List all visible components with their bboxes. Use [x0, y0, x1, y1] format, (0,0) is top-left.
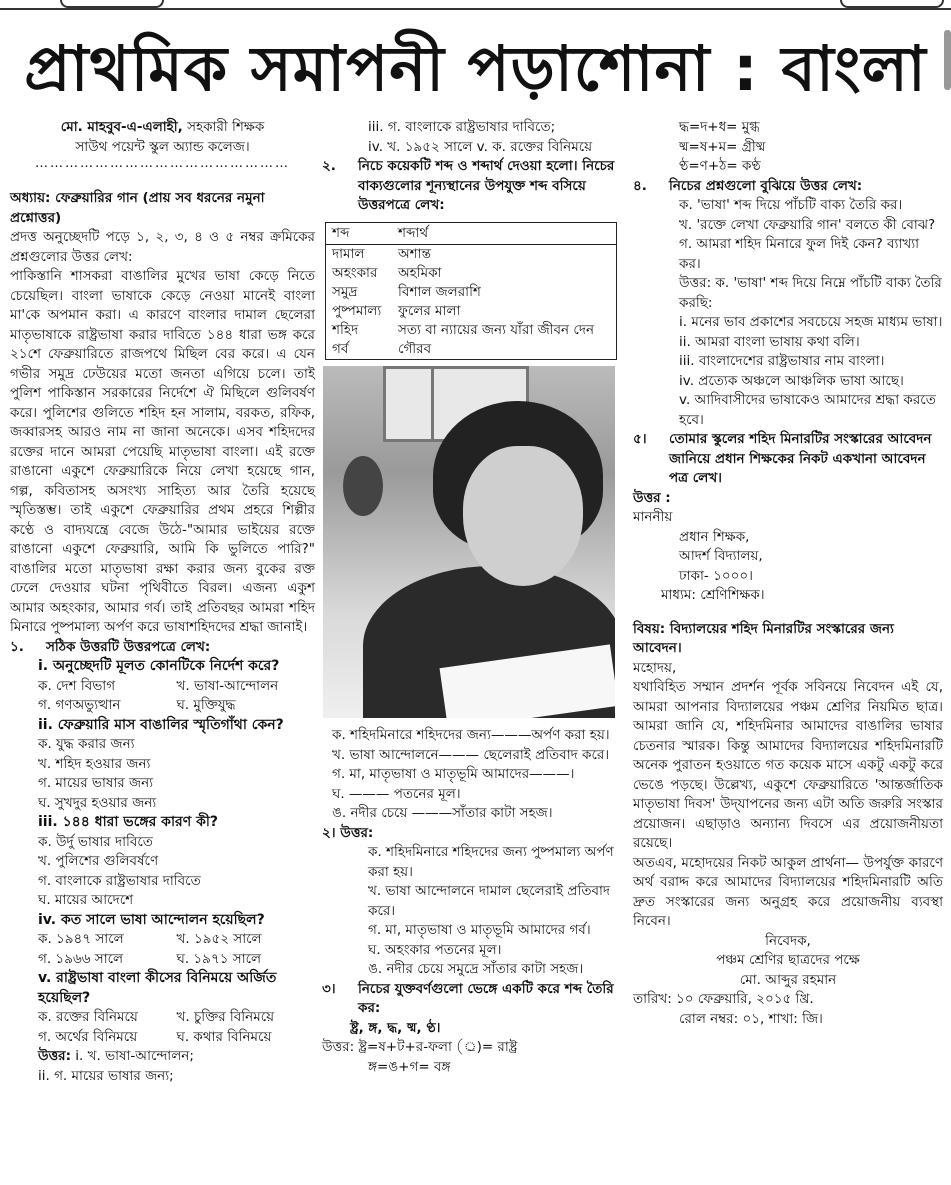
option-row [10, 930, 315, 950]
answer-text: ষ্ম=ষ+ম= গ্রীষ্ম [679, 138, 766, 155]
question-title: নিচে কয়েকটি শব্দ ও শব্দার্থ দেওয়া হলো। নিচের বাক্যগুলোর শূন্যস্থানের উপযুক্ত শব্দ বসিয়ে উত্তরপত্রে লেখ: [358, 158, 615, 213]
option: গ. ১৯৬৬ সালে [38, 950, 124, 967]
conjunct-letters: ষ্ট্র, ঙ্গ, দ্ধ, ষ্ম, ণ্ঠ। [350, 1019, 441, 1036]
question-3 [322, 980, 622, 1019]
table-cell: ফুলের মালা [397, 303, 461, 319]
address-line: আদর্শ বিদ্যালয়, [679, 548, 763, 564]
blank-item: ঙ. নদীর চেয়ে ———সাঁতার কাটা সহজ। [332, 805, 553, 821]
option: গ. মায়ের ভাষার জন্য [38, 775, 154, 791]
sub-question: খ. 'রক্তে লেখা ফেব্রুয়ারি গান' বলতে কী বোঝ? [679, 216, 936, 233]
question-title: তোমার স্কুলের শহিদ মিনারটির সংস্কারের আবেদন জানিয়ে প্রধান শিক্ষকের নিকট একখানা আবেদন পত্র লেখ। [669, 431, 932, 486]
answer-text: iii. বাংলাদেশের রাষ্ট্রভাষার নাম বাংলা। [679, 353, 885, 369]
word-meaning-table [325, 222, 617, 361]
table-cell: শহিদ [332, 322, 359, 338]
table-cell: দামাল [332, 246, 365, 262]
letter-via: মাধ্যম: শ্রেণিশিক্ষক। [661, 587, 765, 603]
answer-text: ণ্ঠ=ণ+ঠ= কণ্ঠ [679, 158, 761, 174]
answer-text: iii. গ. বাংলাকে রাষ্ট্রভাষার দাবিতে; [368, 119, 556, 135]
answer-text: i. মনের ভাব প্রকাশের সবচেয়ে সহজ মাধ্যম ভাষা। [679, 314, 943, 330]
table-row [326, 264, 617, 283]
author-school: সাউথ পয়েন্ট স্কুল অ্যান্ড কলেজ। [75, 138, 250, 155]
answer-text: ঘ. অহংকার পতনের মূল। [368, 941, 502, 958]
option: খ. চুক্তির বিনিময়ে [176, 1009, 275, 1025]
option-row [10, 677, 315, 697]
author-designation: সহকারী শিক্ষক [187, 119, 265, 135]
letter-signoff: পঞ্চম শ্রেণির ছাত্রদের পক্ষে [716, 952, 860, 968]
table-row [326, 302, 617, 321]
option: খ. ১৯৫২ সালে [176, 931, 262, 947]
option: ক. রক্তের বিনিময়ে [38, 1009, 138, 1025]
answer-text: উত্তর: ষ্ট্র=ষ+ট+র-ফলা (্র)= রাষ্ট্র [322, 1039, 518, 1055]
letter-subject: বিষয়: বিদ্যালয়ের শহিদ মিনারটির সংস্কারের জন্য আবেদন। [633, 620, 894, 656]
sub-question: ক. 'ভাষা' শব্দ দিয়ে পাঁচটি বাক্য তৈরি কর। [679, 197, 903, 213]
answer-text: খ. ভাষা আন্দোলনে দামাল ছেলেরাই প্রতিবাদ করে। [368, 883, 610, 919]
option: গ. অর্থের বিনিময়ে [38, 1028, 138, 1045]
option: ক. যুদ্ধ করার জন্য [38, 736, 135, 752]
option-row [10, 696, 315, 716]
option-row [10, 950, 315, 970]
blank-item: গ. মা, মাতৃভাষা ও মাতৃভূমি আমাদের———। [332, 766, 575, 782]
table-cell: গর্ব [332, 341, 349, 357]
divider-dots: …………………………………………… [35, 156, 290, 171]
address-line: প্রধান শিক্ষক, [679, 528, 750, 545]
option-row [10, 1008, 315, 1028]
answer-text: ঙ্গ=ঙ+গ= বঙ্গ [368, 1058, 451, 1075]
mcq-question: ii. ফেব্রুয়ারি মাস বাঙালির স্মৃতিগাঁথা কেন? [38, 716, 284, 733]
column-header: শব্দ [326, 222, 392, 245]
option: ঘ. সুখদুর হওয়ার জন্য [38, 794, 157, 811]
table-cell: অহংকার [332, 265, 378, 281]
option: ক. ১৯৪৭ সালে [38, 931, 124, 947]
table-row [326, 283, 617, 302]
column-1 [10, 118, 315, 1086]
face [463, 446, 583, 586]
top-decoration [840, 0, 944, 8]
sub-question: গ. আমরা শহিদ মিনারে ফুল দিই কেন? ব্যাখ্যা কর। [679, 236, 920, 272]
sender-name: মো. আব্দুর রহমান [739, 971, 837, 988]
answer-intro: উত্তর: ক. 'ভাষা' শব্দ দিয়ে নিম্নে পাঁচটি বাক্য তৈরি করছি: [679, 275, 942, 311]
question-title: নিচের প্রশ্নগুলো বুঝিয়ে উত্তর লেখ: [669, 177, 863, 194]
table-cell: পুষ্পমাল্য [332, 303, 382, 319]
mcq-question: v. রাষ্ট্রভাষা বাংলা কীসের বিনিময়ে অর্জিত হয়েছিল? [38, 970, 277, 1006]
table-header [326, 222, 617, 245]
table-cell: অহমিকা [397, 265, 442, 281]
answer-text: iv. প্রত্যেক অঞ্চলে আঞ্চলিক ভাষা আছে। [679, 372, 904, 389]
letter-body: অতএব, মহোদয়ের নিকট আকুল প্রার্থনা— উপর্যুক্ত কারণে অর্থ বরাদ্দ করে আমাদের বিদ্যালয়ের শহিদমিনারটি অতি দ্রুত সংস্কারের জন্য অনুগ্রহ করে প্রয়োজনীয় ব্যবস্থা নিবেন। [633, 854, 943, 929]
question-number: ১. [10, 638, 24, 655]
passage: পাকিস্তানি শাসকরা বাঙালির মুখের ভাষা কেড়ে নিতে চেয়েছিল। বাংলা ভাষাকে কেড়ে নেওয়া মানেই বাংলা মা'কে অপমান করা। এ কারণে বাংলার দামাল ছেলেরা মাতৃভাষাকে রাষ্ট্রভাষা করার দাবিতে ১৪৪ ধারা ভঙ্গ করে ২১শে ফেব্রুয়ারিতে রাজপথে মিছিল বের করে। এ যেন গভীর সমুদ্র ঢেউয়ের মতো জনতা এগিয়ে চলে। তাই পুলিশ পাকিস্তান সরকারের নির্দেশে ঐ মিছিলে গুলিবর্ষণ করে। পুলিশের গুলিতে শহিদ হন সালাম, বরকত, রফিক, জব্বারসহ আরও নাম না জানা অনেকে। এসব শহিদদের রক্তের দানে আমরা পেয়েছি মাতৃভাষা বাংলা। এই রক্তে রাঙানো একুশে ফেব্রুয়ারিকে নিয়ে লেখা হয়েছে গান, গল্প, কবিতাসহ অসংখ্য সাহিত্য আর তৈরি হয়েছে স্মৃতিস্তম্ভ। তাই একুশে ফেব্রুয়ারির প্রথম প্রহরে শিল্পীর কণ্ঠে ও বাদ্যযন্ত্রে বেজে উঠে-"আমার ভাইয়ের রক্তে রাঙানো একুশে ফেব্রুয়ারি, আমি কি ভুলিতে পারি?" বাঙালির মতো মাতৃভাষা রক্ষা করার জন্য বুকের রক্ত ঢেলে দেওয়ার ঘটনা পৃথিবীতে বিরল। এজন্য একুশ আমার অহংকার, আমার গর্ব। তাই প্রতিবছর আমরা শহিদ মিনারে পুষ্পমাল্য অর্পণ করে ভাষাশহিদদের শ্রদ্ধা জানাই। [10, 268, 315, 635]
roll-number: রোল নম্বর: ০১, শাখা: জি। [679, 1010, 823, 1027]
question-4 [633, 177, 943, 197]
answer-text: দ্ধ=দ+ধ= মুগ্ধ [679, 119, 760, 135]
answer-label: উত্তর: [38, 1048, 71, 1064]
chapter-title: অধ্যায়: ফেব্রুয়ারির গান (প্রায় সব ধরনের নমুনা প্রশ্নোত্তর) [10, 190, 265, 226]
question-5 [633, 430, 943, 489]
letter-closing: নিবেদক, [765, 932, 811, 949]
address-line: ঢাকা- ১০০০। [679, 567, 753, 584]
option: ক. উর্দু ভাষার দাবিতে [38, 833, 153, 850]
blank-item: খ. ভাষা আন্দোলনে——— ছেলেরাই প্রতিবাদ করে। [332, 746, 610, 763]
byline [10, 118, 315, 138]
question-number: ৪. [633, 177, 647, 194]
mcq-question: i. অনুচ্ছেদটি মূলত কোনটিকে নির্দেশ করে? [38, 658, 280, 674]
option: ক. দেশ বিভাগ [38, 677, 116, 694]
option: ঘ. মায়ের আদেশে [38, 892, 134, 908]
page-title: প্রাথমিক সমাপনী পড়াশোনা : বাংলা [24, 32, 927, 105]
question-2 [322, 157, 622, 216]
option-row [10, 1028, 315, 1048]
answer-text: ক. শহিদমিনারে শহিদদের জন্য পুষ্পমাল্য অর্পণ করা হয়। [368, 844, 614, 880]
letter-date: তারিখ: ১০ ফেব্রুয়ারি, ২০১৫ খ্রি. [633, 991, 814, 1007]
top-decoration [60, 0, 164, 8]
letter-body: যথাবিহিত সম্মান প্রদর্শন পূর্বক সবিনয়ে নিবেদন এই যে, আমরা আপনার বিদ্যালয়ের পঞ্চম শ্রেণির নিয়মিত ছাত্র। আমরা জানি যে, শহিদমিনার আমাদের বাঙালির ভাষার চেতনার স্মারক। কিন্তু আমাদের বিদ্যালয়ের শহিদমিনারটি অনেক পুরাতন হওয়াতে গত কয়েক মাসে একটু একটু করে ভেঙে পড়ছে। উল্লেখ্য, একুশে ফেব্রুয়ারিতে 'আন্তর্জাতিক মাতৃভাষা দিবস' উদ্‌যাপনের জন্য এটা অতি জরুরি সংস্কার প্রয়োজন। এছাড়াও অন্যান্য দিবসে এর প্রয়োজনীয়তা রয়েছে। [633, 679, 943, 851]
blank-item: ঘ. ——— পতনের মূল। [332, 785, 461, 802]
question-number: ২. [322, 158, 336, 174]
question-title: নিচের যুক্তবর্ণগুলো ভেঙ্গে একটি করে শব্দ তৈরি কর: [358, 980, 614, 1016]
option: খ. শহিদ হওয়ার জন্য [38, 755, 151, 772]
table-row [326, 340, 617, 360]
answer-heading: ২। উত্তর: [322, 824, 374, 841]
answer-text: i. খ. ভাষা-আন্দোলন; [75, 1048, 194, 1064]
answer-text: ii. আমরা বাংলা ভাষায় কথা বলি। [679, 333, 860, 350]
table-row [326, 321, 617, 340]
mcq-question: iv. কত সালে ভাষা আন্দোলন হয়েছিল? [38, 911, 265, 928]
column-header: শব্দার্থ [392, 222, 617, 245]
application-letter [633, 489, 943, 1030]
student-writing-photo [323, 366, 615, 718]
letter-to: মাননীয় [633, 509, 673, 525]
answer-text: iv. খ. ১৯৫২ সালে v. ক. রক্তের বিনিময়ে [368, 138, 593, 155]
table-cell: সত্য বা ন্যায়ের জন্য যাঁরা জীবন দেন [397, 322, 595, 338]
question-number: ৩। [322, 980, 336, 997]
question-1 [10, 638, 315, 658]
letter-salutation: মহোদয়, [633, 659, 677, 676]
option: খ. পুলিশের গুলিবর্ষণে [38, 853, 159, 869]
option: ঘ. কথার বিনিময়ে [176, 1028, 272, 1045]
answer-text: ii. গ. মায়ের ভাষার জন্য; [38, 1067, 174, 1084]
answer-text: ঙ. নদীর চেয়ে সমুদ্রে সাঁতার কাটা সহজ। [368, 961, 584, 977]
table-cell: গৌরব [397, 341, 432, 357]
option: ঘ. ১৯৭১ সালে [176, 950, 262, 967]
table-cell: সমুদ্র [332, 284, 358, 300]
question-number: ৫। [633, 431, 647, 447]
table-cell: বিশাল জলরাশি [397, 284, 481, 300]
instruction: প্রদত্ত অনুচ্ছেদটি পড়ে ১, ২, ৩, ৪ ও ৫ নম্বর ক্রমিকের প্রশ্নগুলোর উত্তর লেখ: [10, 229, 315, 265]
option: গ. গণঅভ্যুত্থান [38, 697, 121, 713]
option: ঘ. মুক্তিযুদ্ধ [176, 697, 236, 713]
answer-label: উত্তর : [633, 489, 671, 506]
mcq-question: iii. ১৪৪ ধারা ভঙ্গের কারণ কী? [38, 814, 218, 830]
table-cell: অশান্ত [397, 246, 431, 262]
option: খ. ভাষা-আন্দোলন [176, 677, 279, 694]
answer-line [10, 1047, 315, 1067]
blank-item: ক. শহিদমিনারে শহিদদের জন্য———অর্পণ করা হয়। [332, 727, 610, 743]
table-row [326, 245, 617, 265]
column-3 [633, 118, 943, 1029]
background-student [343, 456, 383, 516]
author-name: মো. মাহবুব-এ-এলাহী, [60, 119, 183, 135]
option: গ. বাংলাকে রাষ্ট্রভাষার দাবিতে [38, 872, 201, 889]
question-title: সঠিক উত্তরটি উত্তরপত্রে লেখ: [46, 638, 211, 655]
answer-text: গ. মা, মাতৃভাষা ও মাতৃভূমি আমাদের গর্ব। [368, 922, 591, 938]
answer-text: v. আদিবাসীদের ভাষাকেও আমাদের শ্রদ্ধা করতে হবে। [679, 392, 936, 428]
column-2 [322, 118, 622, 1077]
